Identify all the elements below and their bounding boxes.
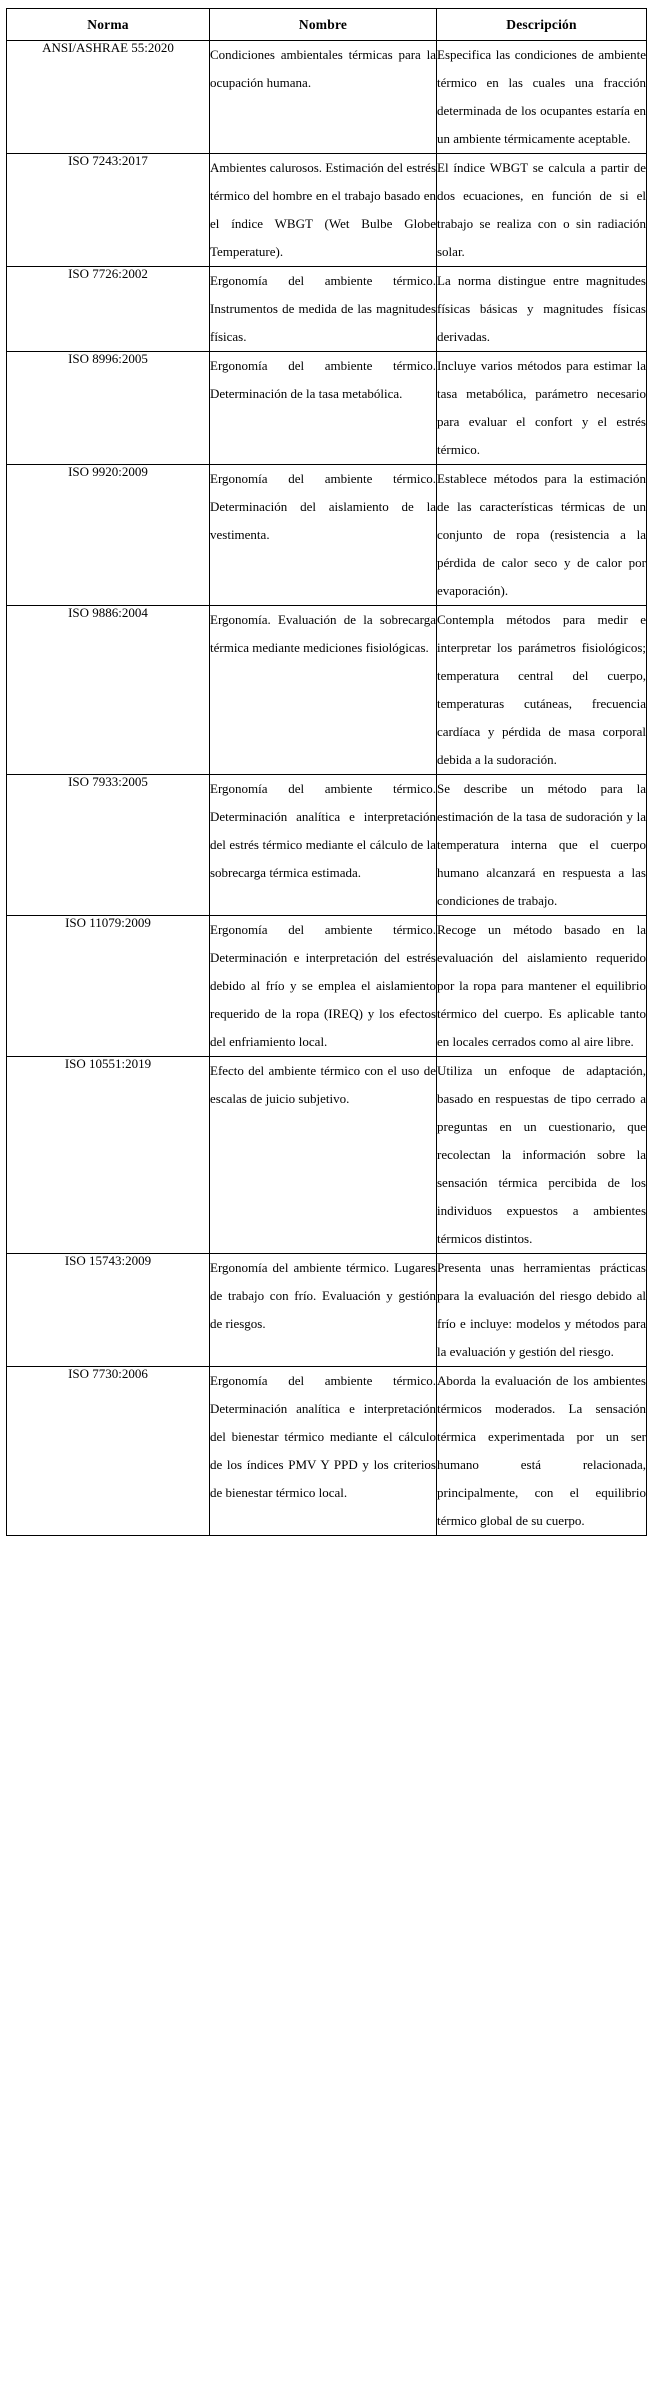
table-row — [7, 774, 647, 915]
cell-norma: ISO 7730:2006 — [7, 1366, 210, 1535]
cell-descripcion: Recoge un método basado en la evaluación del aislamiento requerido por la ropa para mantener el equilibrio térmico del cuerpo. Es aplicable tanto en locales cerrados como al aire libre. — [437, 915, 647, 1056]
thermal-standards-table — [6, 8, 647, 1536]
cell-nombre: Ergonomía del ambiente térmico. Determinación e interpretación del estrés debido al frío y se emplea el aislamiento requerido de la ropa (IREQ) y los efectos del enfriamiento local. — [210, 915, 437, 1056]
cell-norma: ISO 8996:2005 — [7, 351, 210, 464]
cell-descripcion: Contempla métodos para medir e interpretar los parámetros fisiológicos; temperatura central del cuerpo, temperaturas cutáneas, frecuencia cardíaca y pérdida de masa corporal debida a la sudoración. — [437, 605, 647, 774]
cell-nombre: Condiciones ambientales térmicas para la ocupación humana. — [210, 40, 437, 153]
table-row — [7, 605, 647, 774]
cell-descripcion: El índice WBGT se calcula a partir de dos ecuaciones, en función de si el trabajo se realiza con o sin radiación solar. — [437, 153, 647, 266]
cell-norma: ISO 9920:2009 — [7, 464, 210, 605]
cell-norma: ISO 10551:2019 — [7, 1056, 210, 1253]
cell-norma: ISO 9886:2004 — [7, 605, 210, 774]
table-row — [7, 266, 647, 351]
cell-norma: ISO 11079:2009 — [7, 915, 210, 1056]
table-header-row — [7, 9, 647, 41]
cell-nombre: Ergonomía del ambiente térmico. Lugares de trabajo con frío. Evaluación y gestión de riesgos. — [210, 1253, 437, 1366]
cell-descripcion: La norma distingue entre magnitudes físicas básicas y magnitudes físicas derivadas. — [437, 266, 647, 351]
cell-descripcion: Utiliza un enfoque de adaptación, basado en respuestas de tipo cerrado a preguntas en un cuestionario, que recolectan la información sobre la sensación térmica percibida de los individuos expuestos a ambientes térmicos distintos. — [437, 1056, 647, 1253]
cell-norma: ISO 15743:2009 — [7, 1253, 210, 1366]
table-row — [7, 1366, 647, 1535]
column-header-nombre: Nombre — [210, 9, 437, 41]
cell-descripcion: Especifica las condiciones de ambiente térmico en las cuales una fracción determinada de los ocupantes estaría en un ambiente térmicamente aceptable. — [437, 40, 647, 153]
cell-norma: ISO 7726:2002 — [7, 266, 210, 351]
cell-norma: ISO 7243:2017 — [7, 153, 210, 266]
cell-nombre: Ambientes calurosos. Estimación del estrés térmico del hombre en el trabajo basado en el índice WBGT (Wet Bulbe Globe Temperature). — [210, 153, 437, 266]
table-header — [7, 9, 647, 41]
cell-descripcion: Se describe un método para la estimación de la tasa de sudoración y la temperatura interna que el cuerpo humano alcanzará en respuesta a las condiciones de trabajo. — [437, 774, 647, 915]
table-body — [7, 40, 647, 1535]
table-row — [7, 915, 647, 1056]
table-row — [7, 153, 647, 266]
table-row — [7, 464, 647, 605]
cell-descripcion: Establece métodos para la estimación de las características térmicas de un conjunto de ropa (resistencia a la pérdida de calor seco y de calor por evaporación). — [437, 464, 647, 605]
cell-nombre: Ergonomía del ambiente térmico. Determinación de la tasa metabólica. — [210, 351, 437, 464]
cell-nombre: Ergonomía del ambiente térmico. Determinación del aislamiento de la vestimenta. — [210, 464, 437, 605]
cell-nombre: Ergonomía. Evaluación de la sobrecarga térmica mediante mediciones fisiológicas. — [210, 605, 437, 774]
column-header-descripcion: Descripción — [437, 9, 647, 41]
table-row — [7, 351, 647, 464]
cell-descripcion: Aborda la evaluación de los ambientes térmicos moderados. La sensación térmica experimentada por un ser humano está relacionada, principalmente, con el equilibrio térmico global de su cuerpo. — [437, 1366, 647, 1535]
cell-nombre: Ergonomía del ambiente térmico. Determinación analítica e interpretación del bienestar térmico mediante el cálculo de los índices PMV Y PPD y los criterios de bienestar térmico local. — [210, 1366, 437, 1535]
cell-norma: ISO 7933:2005 — [7, 774, 210, 915]
cell-nombre: Ergonomía del ambiente térmico. Determinación analítica e interpretación del estrés térmico mediante el cálculo de la sobrecarga térmica estimada. — [210, 774, 437, 915]
column-header-norma: Norma — [7, 9, 210, 41]
table-row — [7, 1253, 647, 1366]
cell-nombre: Efecto del ambiente térmico con el uso de escalas de juicio subjetivo. — [210, 1056, 437, 1253]
cell-descripcion: Incluye varios métodos para estimar la tasa metabólica, parámetro necesario para evaluar el confort y el estrés térmico. — [437, 351, 647, 464]
table-row — [7, 1056, 647, 1253]
cell-nombre: Ergonomía del ambiente térmico. Instrumentos de medida de las magnitudes físicas. — [210, 266, 437, 351]
table-row — [7, 40, 647, 153]
cell-norma: ANSI/ASHRAE 55:2020 — [7, 40, 210, 153]
cell-descripcion: Presenta unas herramientas prácticas para la evaluación del riesgo debido al frío e incluye: modelos y métodos para la evaluación y gestión del riesgo. — [437, 1253, 647, 1366]
